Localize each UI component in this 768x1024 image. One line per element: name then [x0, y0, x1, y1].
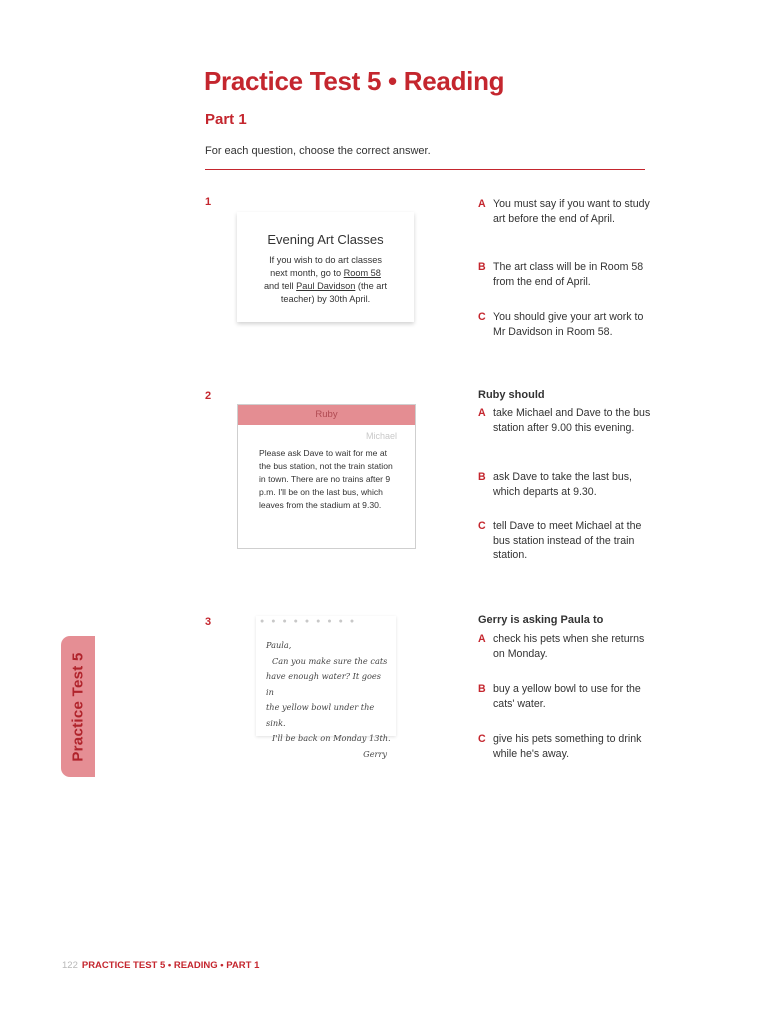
notice-title: Evening Art Classes: [267, 232, 384, 247]
question-2-number: 2: [205, 390, 212, 402]
option-letter: C: [478, 733, 486, 745]
note-text: [266, 638, 391, 762]
instructions: For each question, choose the correct answer.: [205, 145, 431, 157]
question-1-option-c[interactable]: [478, 310, 653, 339]
question-3-option-a[interactable]: [478, 632, 653, 661]
question-2-stem: Ruby should: [478, 389, 545, 401]
notice-line: (the art: [355, 281, 388, 291]
option-text: tell Dave to meet Michael at the bus station instead of the train station.: [493, 520, 642, 561]
option-text: give his pets something to drink while he's away.: [493, 733, 642, 760]
option-text: The art class will be in Room 58 from the end of April.: [493, 261, 644, 288]
page-number: 122: [62, 960, 78, 971]
note-signature: Gerry: [363, 748, 387, 759]
notice-room: Room 58: [343, 268, 381, 278]
page-title: Practice Test 5 • Reading: [204, 66, 505, 96]
notice-line: teacher) by 30th April.: [280, 294, 371, 304]
question-1-option-b[interactable]: [478, 260, 653, 289]
question-2-message: [237, 404, 416, 549]
side-tab: [61, 636, 95, 777]
question-3-option-c[interactable]: [478, 732, 653, 761]
page-footer: [62, 960, 259, 971]
option-letter: B: [478, 471, 486, 483]
notice-teacher: Paul Davidson: [296, 281, 356, 291]
option-text: take Michael and Dave to the bus station after 9.00 this evening.: [493, 407, 651, 434]
question-2-option-c[interactable]: [478, 519, 653, 563]
question-3-option-b[interactable]: [478, 682, 653, 711]
option-letter: A: [478, 633, 486, 645]
message-to: Ruby: [238, 405, 415, 425]
question-1-option-a[interactable]: [478, 197, 653, 226]
option-text: You should give your art work to Mr Davidson in Room 58.: [493, 311, 644, 338]
question-1-notice: [237, 212, 414, 322]
notice-line: and tell: [263, 281, 297, 291]
option-letter: A: [478, 198, 486, 210]
notepad-binding-dots: ●●●●●●●●●: [260, 618, 362, 625]
question-3-stem: Gerry is asking Paula to: [478, 614, 604, 626]
message-body: Please ask Dave to wait for me at the bus station, not the train station in town. There are no trains after 9 p.m. I'll be on the last bus, which leaves from the stadium at 9.30.: [259, 448, 393, 510]
note-line: the yellow bowl under the sink.: [266, 702, 375, 728]
option-letter: B: [478, 261, 486, 273]
notice-line: next month, go to: [270, 268, 344, 278]
notice-line: If you wish to do art classes: [269, 255, 382, 265]
option-text: You must say if you want to study art before the end of April.: [493, 198, 650, 225]
option-letter: C: [478, 311, 486, 323]
question-3-number: 3: [205, 616, 212, 628]
note-line: have enough water? It goes in: [266, 671, 381, 697]
option-text: buy a yellow bowl to use for the cats' water.: [493, 683, 641, 710]
option-letter: C: [478, 520, 486, 532]
option-text: ask Dave to take the last bus, which departs at 9.30.: [493, 471, 632, 498]
note-line: Can you make sure the cats: [272, 655, 388, 666]
message-from: Michael: [365, 431, 397, 441]
option-text: check his pets when she returns on Monday.: [493, 633, 645, 660]
question-3-note: [256, 616, 396, 759]
question-2-option-a[interactable]: [478, 406, 653, 435]
notice-body: [237, 254, 414, 306]
question-1-number: 1: [205, 196, 212, 208]
header-divider: [205, 169, 645, 170]
side-tab-label: Practice Test 5: [69, 651, 87, 762]
part-heading: Part 1: [205, 111, 247, 128]
option-letter: B: [478, 683, 486, 695]
option-letter: A: [478, 407, 486, 419]
footer-label: PRACTICE TEST 5 • READING • PART 1: [81, 960, 260, 971]
note-line: I'll be back on Monday 13th.: [272, 733, 391, 743]
note-greeting: Paula,: [266, 640, 292, 650]
question-2-option-b[interactable]: [478, 470, 653, 499]
